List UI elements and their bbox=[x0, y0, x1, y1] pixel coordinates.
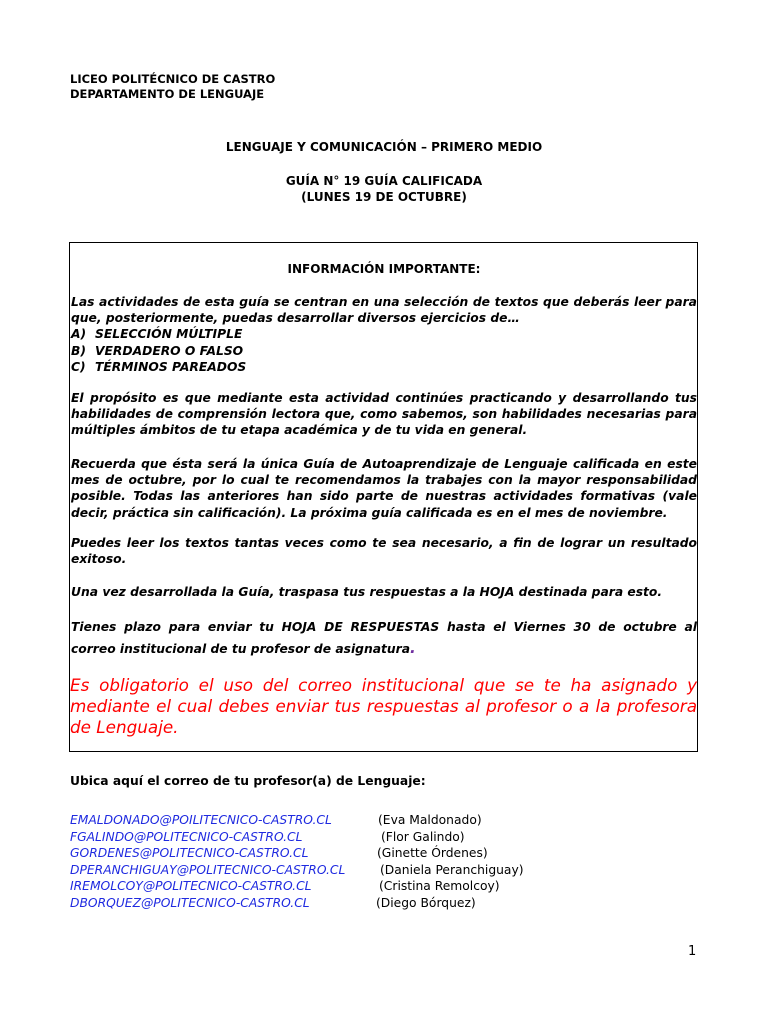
option-a-letter: A) bbox=[71, 327, 87, 342]
info-intro-block bbox=[71, 294, 697, 375]
contact-email-link[interactable]: FGALINDO@POLITECNICO-CASTRO.CL bbox=[70, 829, 303, 844]
option-b-text: VERDADERO O FALSO bbox=[95, 343, 244, 358]
deadline-dot: . bbox=[410, 639, 416, 657]
contact-name: (Daniela Peranchiguay) bbox=[380, 862, 524, 877]
contact-row bbox=[70, 812, 670, 829]
option-a bbox=[71, 326, 697, 342]
contacts-list bbox=[70, 812, 670, 911]
contact-email-link[interactable]: IREMOLCOY@POLITECNICO-CASTRO.CL bbox=[70, 879, 312, 893]
deadline-text: Tienes plazo para enviar tu HOJA DE RESPUESTAS hasta el Viernes 30 de octubre al correo institucional de tu profesor de asignatura bbox=[71, 620, 697, 656]
option-a-text: SELECCIÓN MÚLTIPLE bbox=[95, 327, 243, 342]
contact-name: (Diego Bórquez) bbox=[376, 895, 476, 910]
contact-email-link[interactable]: DBORQUEZ@POLITECNICO-CASTRO.CL bbox=[70, 895, 310, 910]
contact-email-link[interactable]: GORDENES@POLITECNICO-CASTRO.CL bbox=[70, 846, 309, 860]
reminder-paragraph: Recuerda que ésta será la única Guía de Autoaprendizaje de Lenguaje calificada en este mes de octubre, por lo cual te recomendamos la trabajes con la mayor responsabilidad posible. Todas las anteriores han sido parte de nuestras actividades formativas (vale decir, práctica sin calificación). La próxima guía calificada es en el mes de noviembre. bbox=[71, 457, 697, 520]
course-title: LENGUAJE Y COMUNICACIÓN – PRIMERO MEDIO bbox=[225, 140, 543, 154]
contact-name: (Ginette Órdenes) bbox=[377, 846, 488, 860]
option-c bbox=[71, 359, 697, 375]
info-heading: INFORMACIÓN IMPORTANTE: bbox=[287, 262, 481, 276]
option-b-letter: B) bbox=[71, 343, 86, 358]
contact-row bbox=[70, 845, 670, 862]
contacts-heading: Ubica aquí el correo de tu profesor(a) de Lenguaje: bbox=[70, 774, 426, 788]
guide-date: (LUNES 19 DE OCTUBRE) bbox=[301, 190, 467, 204]
contact-row bbox=[70, 862, 670, 879]
option-b bbox=[71, 343, 697, 359]
contact-email-link[interactable]: EMALDONADO@POILITECNICO-CASTRO.CL bbox=[70, 813, 332, 827]
option-c-letter: C) bbox=[71, 359, 86, 374]
page-number: 1 bbox=[688, 944, 697, 959]
transfer-paragraph: Una vez desarrollada la Guía, traspasa tus respuestas a la HOJA destinada para esto. bbox=[71, 585, 663, 599]
info-intro: Las actividades de esta guía se centran en una selección de textos que deberás leer para que, posteriormente, puedas desarrollar diversos ejercicios de… bbox=[71, 295, 697, 326]
option-c-text: TÉRMINOS PAREADOS bbox=[95, 359, 247, 374]
contact-name: (Eva Maldonado) bbox=[378, 813, 482, 827]
contact-row bbox=[70, 895, 670, 912]
purpose-paragraph: El propósito es que mediante esta actividad continúes practicando y desarrollando tus habilidades de comprensión lectora que, como sabemos, son habilidades necesarias para múltiples ámbitos de tu etapa académica y de tu vida en general. bbox=[71, 391, 697, 438]
contact-email-link[interactable]: DPERANCHIGUAY@POLITECNICO-CASTRO.CL bbox=[70, 862, 346, 877]
reread-paragraph: Puedes leer los textos tantas veces como te sea necesario, a fin de lograr un resultado exitoso. bbox=[71, 536, 697, 567]
department-name: DEPARTAMENTO DE LENGUAJE bbox=[70, 87, 265, 101]
mandatory-email-warning: Es obligatorio el uso del correo institucional que se te ha asignado y mediante el cual debes enviar tus respuestas al profesor o a la profesora de Lenguaje. bbox=[70, 675, 697, 737]
guide-title: GUÍA N° 19 GUÍA CALIFICADA bbox=[285, 174, 483, 188]
deadline-paragraph bbox=[71, 617, 697, 660]
contact-name: (Flor Galindo) bbox=[381, 829, 465, 844]
contact-row bbox=[70, 829, 670, 846]
school-name: LICEO POLITÉCNICO DE CASTRO bbox=[70, 72, 276, 86]
contact-name: (Cristina Remolcoy) bbox=[379, 879, 500, 893]
contact-row bbox=[70, 878, 670, 895]
